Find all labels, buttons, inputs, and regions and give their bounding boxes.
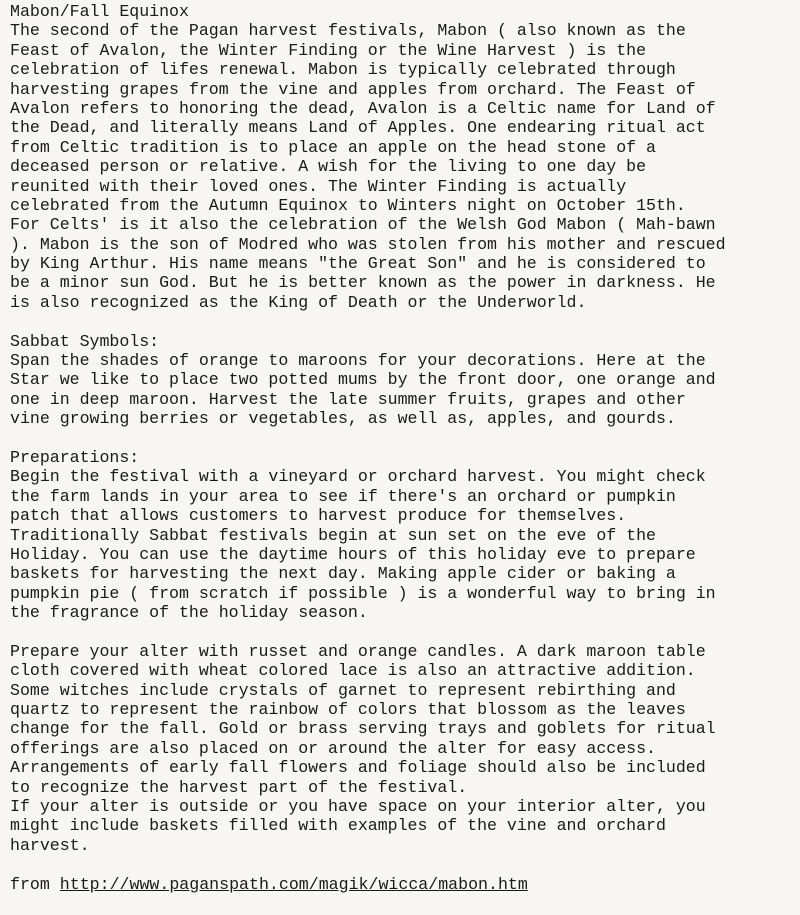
text-line: be a minor sun God. But he is better known as the power in darkness. He xyxy=(10,273,716,293)
text-line: Span the shades of orange to maroons for your decorations. Here at the xyxy=(10,351,706,371)
text-line: the Dead, and literally means Land of Apples. One endearing ritual act xyxy=(10,118,706,138)
text-line: patch that allows customers to harvest produce for themselves. xyxy=(10,506,627,526)
text-line: The second of the Pagan harvest festivals, Mabon ( also known as the xyxy=(10,21,686,41)
document-body xyxy=(10,2,800,855)
text-line: one in deep maroon. Harvest the late summer fruits, grapes and other xyxy=(10,389,686,409)
blank-line xyxy=(10,429,800,448)
section-heading-line: Mabon/Fall Equinox xyxy=(10,2,189,21)
text-section xyxy=(10,642,800,855)
text-line: harvest. xyxy=(10,835,90,855)
section-heading-line: Preparations: xyxy=(10,447,140,467)
text-section xyxy=(10,2,800,312)
source-prefix: from xyxy=(10,874,60,894)
text-line: Some witches include crystals of garnet to represent rebirthing and xyxy=(10,680,676,700)
text-line: harvesting grapes from the vine and apples from orchard. The Feast of xyxy=(10,79,696,99)
text-line: is also recognized as the King of Death or the Underworld. xyxy=(10,292,587,312)
section-heading-line: Prepare your alter with russet and orange candles. A dark maroon table xyxy=(10,641,706,661)
text-line: pumpkin pie ( from scratch if possible ) is a wonderful way to bring in xyxy=(10,583,716,603)
blank-line xyxy=(10,312,800,331)
source-url-link[interactable]: http://www.paganspath.com/magik/wicca/mabon.htm xyxy=(59,874,528,894)
text-line: Holiday. You can use the daytime hours of this holiday eve to prepare xyxy=(10,544,696,564)
text-line: to recognize the harvest part of the festival. xyxy=(10,777,468,797)
text-section xyxy=(10,448,800,623)
text-line: from Celtic tradition is to place an apple on the head stone of a xyxy=(10,137,656,157)
section-heading-line: Sabbat Symbols: xyxy=(10,331,160,351)
text-line: change for the fall. Gold or brass serving trays and goblets for ritual xyxy=(10,719,716,739)
text-line: Arrangements of early fall flowers and foliage should also be included xyxy=(10,758,706,778)
blank-line xyxy=(10,623,800,642)
text-line: the farm lands in your area to see if there's an orchard or pumpkin xyxy=(10,486,676,506)
text-line: quartz to represent the rainbow of colors that blossom as the leaves xyxy=(10,700,686,720)
text-line: celebrated from the Autumn Equinox to Winters night on October 15th. xyxy=(10,195,686,215)
text-line: deceased person or relative. A wish for the living to one day be xyxy=(10,157,647,177)
text-line: the fragrance of the holiday season. xyxy=(10,603,368,623)
text-line: Begin the festival with a vineyard or orchard harvest. You might check xyxy=(10,467,706,487)
text-line: Star we like to place two potted mums by the front door, one orange and xyxy=(10,370,716,390)
text-line: might include baskets filled with examples of the vine and orchard xyxy=(10,816,666,836)
text-line: celebration of lifes renewal. Mabon is typically celebrated through xyxy=(10,60,676,80)
text-line: Feast of Avalon, the Winter Finding or the Wine Harvest ) is the xyxy=(10,40,647,60)
text-line: offerings are also placed on or around the alter for easy access. xyxy=(10,738,656,758)
text-line: reunited with their loved ones. The Winter Finding is actually xyxy=(10,176,627,196)
text-line: vine growing berries or vegetables, as well as, apples, and gourds. xyxy=(10,409,676,429)
text-line: baskets for harvesting the next day. Making apple cider or baking a xyxy=(10,564,676,584)
text-line: Avalon refers to honoring the dead, Avalon is a Celtic name for Land of xyxy=(10,98,716,118)
text-line: by King Arthur. His name means "the Great Son" and he is considered to xyxy=(10,254,706,274)
blank-line xyxy=(10,855,800,874)
text-line: Traditionally Sabbat festivals begin at sun set on the eve of the xyxy=(10,525,656,545)
text-line: cloth covered with wheat colored lace is also an attractive addition. xyxy=(10,661,696,681)
text-line: For Celts' is it also the celebration of the Welsh God Mabon ( Mah-bawn xyxy=(10,215,716,235)
text-line: If your alter is outside or you have space on your interior alter, you xyxy=(10,797,706,817)
text-section xyxy=(10,332,800,429)
source-citation xyxy=(10,875,800,894)
text-line: ). Mabon is the son of Modred who was stolen from his mother and rescued xyxy=(10,234,726,254)
